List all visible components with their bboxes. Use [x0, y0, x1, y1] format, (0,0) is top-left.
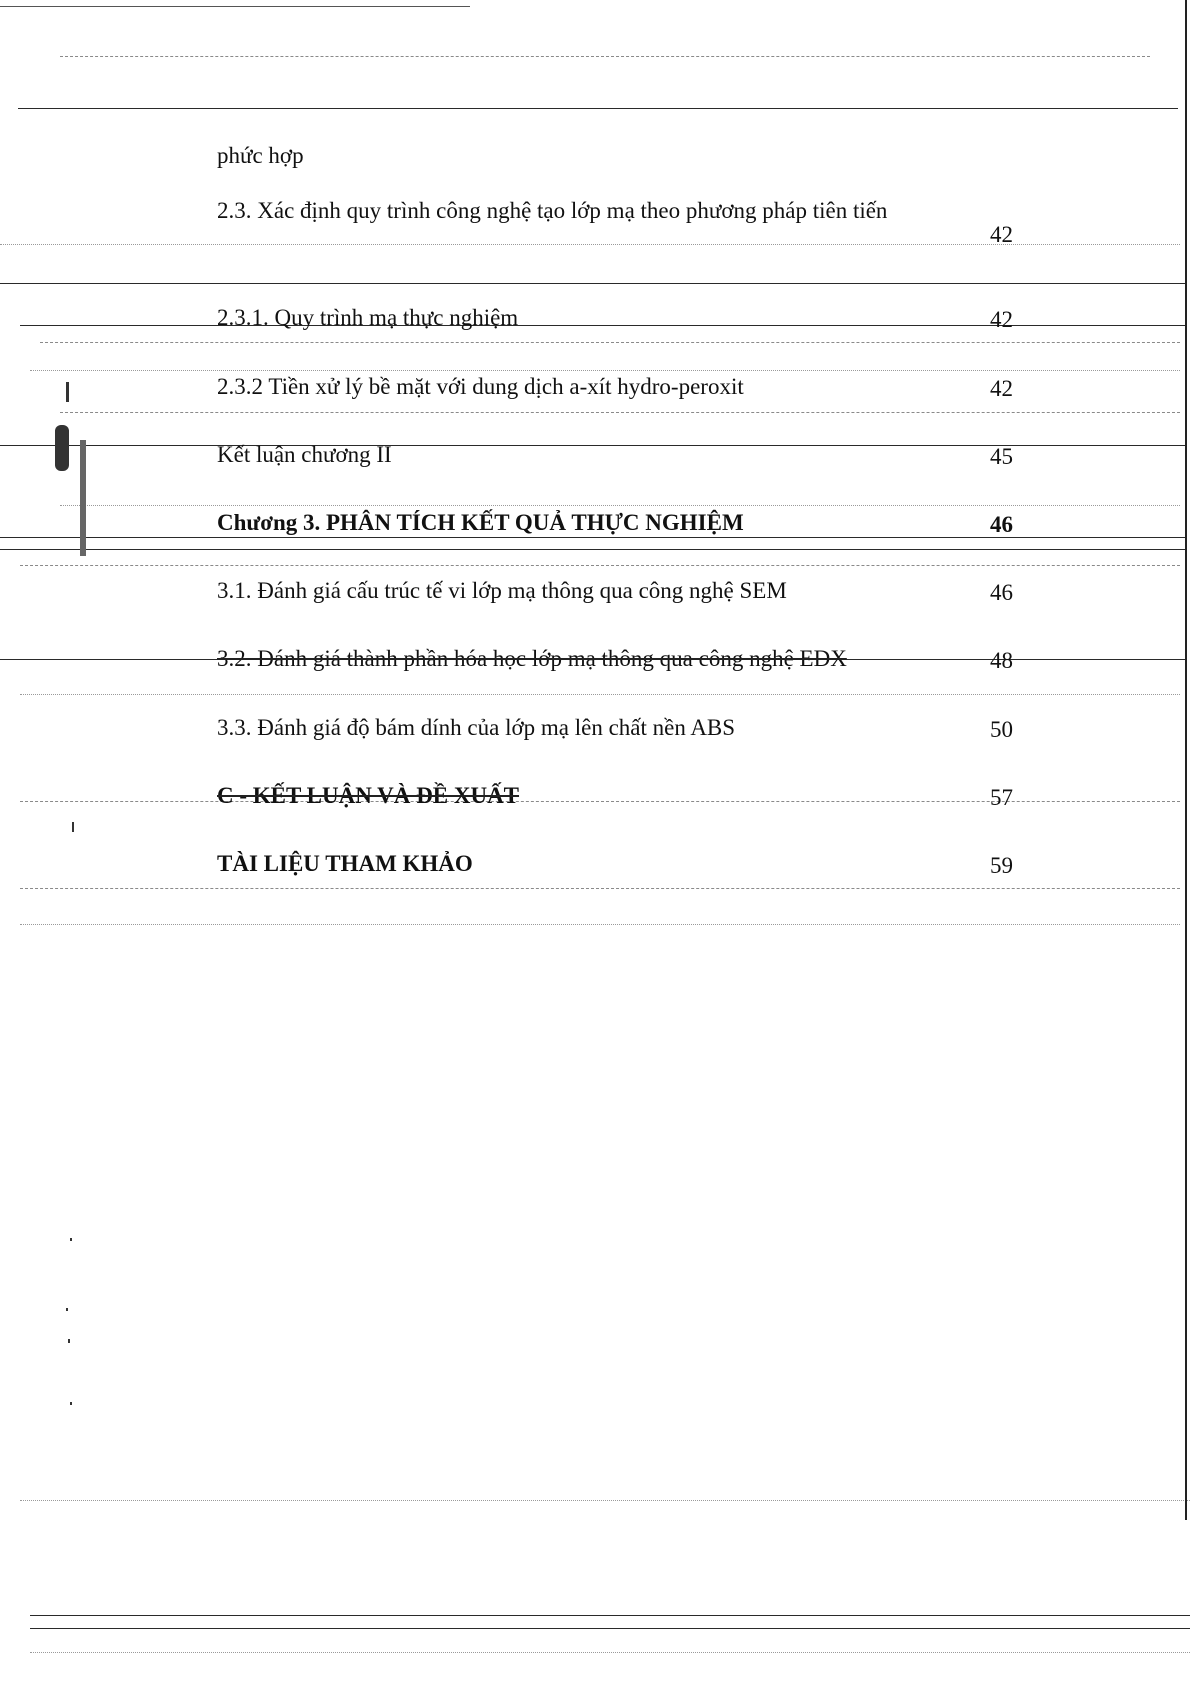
scan-smudge-mark — [70, 1238, 72, 1241]
scan-smudge-mark — [66, 382, 69, 402]
toc-entry-title: 3.3. Đánh giá độ bám dính của lớp mạ lên chất nền ABS — [217, 715, 736, 740]
top-edge-rule — [0, 6, 470, 7]
toc-entry-page: 42 — [990, 222, 1013, 247]
header-dashed-rule — [60, 56, 1150, 57]
scan-rule — [0, 549, 1185, 550]
toc-entry-title: Chương 3. PHÂN TÍCH KẾT QUẢ THỰC NGHIỆM — [217, 510, 744, 535]
toc-entry-title: TÀI LIỆU THAM KHẢO — [217, 851, 473, 876]
toc-entry — [217, 568, 1017, 614]
toc-section-entry — [217, 773, 1017, 819]
toc-continuation — [217, 133, 1017, 179]
scan-smudge-mark — [66, 1308, 68, 1311]
toc-entry-page: 46 — [990, 580, 1013, 605]
scan-smudge-mark — [55, 425, 69, 471]
footer-dotted-line — [30, 1652, 1190, 1653]
footer-rule — [30, 1615, 1190, 1616]
toc-chapter-entry — [217, 500, 1017, 546]
scan-dotted-line — [20, 1500, 1190, 1501]
toc-entry-title: 3.1. Đánh giá cấu trúc tế vi lớp mạ thông qua công nghệ SEM — [217, 578, 787, 603]
toc-entry-title: 2.3.1. Quy trình mạ thực nghiệm — [217, 305, 519, 330]
toc-entry-title: Kết luận chương II — [217, 442, 392, 467]
scan-dashed-line — [60, 412, 1180, 413]
toc-section-entry — [217, 841, 1017, 887]
toc-entry-page: 46 — [990, 512, 1013, 537]
toc-entry — [217, 705, 1017, 751]
toc-entry — [217, 432, 1017, 478]
toc-entry — [217, 636, 1017, 682]
toc-entry — [217, 364, 1017, 410]
scan-dotted-line — [20, 924, 1180, 925]
scan-smudge-mark — [80, 440, 86, 556]
toc-entry-page: 42 — [990, 376, 1013, 401]
header-rule — [18, 108, 1178, 109]
toc-entry-page: 45 — [990, 444, 1013, 469]
toc-entry-page: 59 — [990, 853, 1013, 878]
toc-entry-title: 3.2. Đánh giá thành phần hóa học lớp mạ thông qua công nghệ EDX — [217, 646, 847, 671]
toc-entry-title: C - KẾT LUẬN VÀ ĐỀ XUẤT — [217, 783, 520, 808]
footer-rule — [30, 1628, 1190, 1629]
toc-entry-title: 2.3.2 Tiền xử lý bề mặt với dung dịch a-xít hydro-peroxit — [217, 374, 744, 399]
toc-entry — [217, 295, 1017, 341]
scan-dotted-line — [20, 694, 1180, 695]
scan-smudge-mark — [70, 1402, 72, 1405]
scan-dashed-line — [20, 565, 1180, 566]
scan-rule — [0, 283, 1185, 284]
toc-entry-page: 48 — [990, 648, 1013, 673]
scan-smudge-mark — [68, 1339, 70, 1343]
toc-entry-title: 2.3. Xác định quy trình công nghệ tạo lớp mạ theo phương pháp tiên tiến — [217, 198, 888, 223]
right-scan-edge — [1185, 0, 1187, 1520]
toc-entry-page: 57 — [990, 785, 1013, 810]
toc-entry-page: 50 — [990, 717, 1013, 742]
scan-smudge-mark — [72, 822, 74, 832]
toc-entry — [217, 188, 1017, 280]
toc-entry-page: 42 — [990, 307, 1013, 332]
toc-entry-title: phức hợp — [217, 143, 304, 168]
